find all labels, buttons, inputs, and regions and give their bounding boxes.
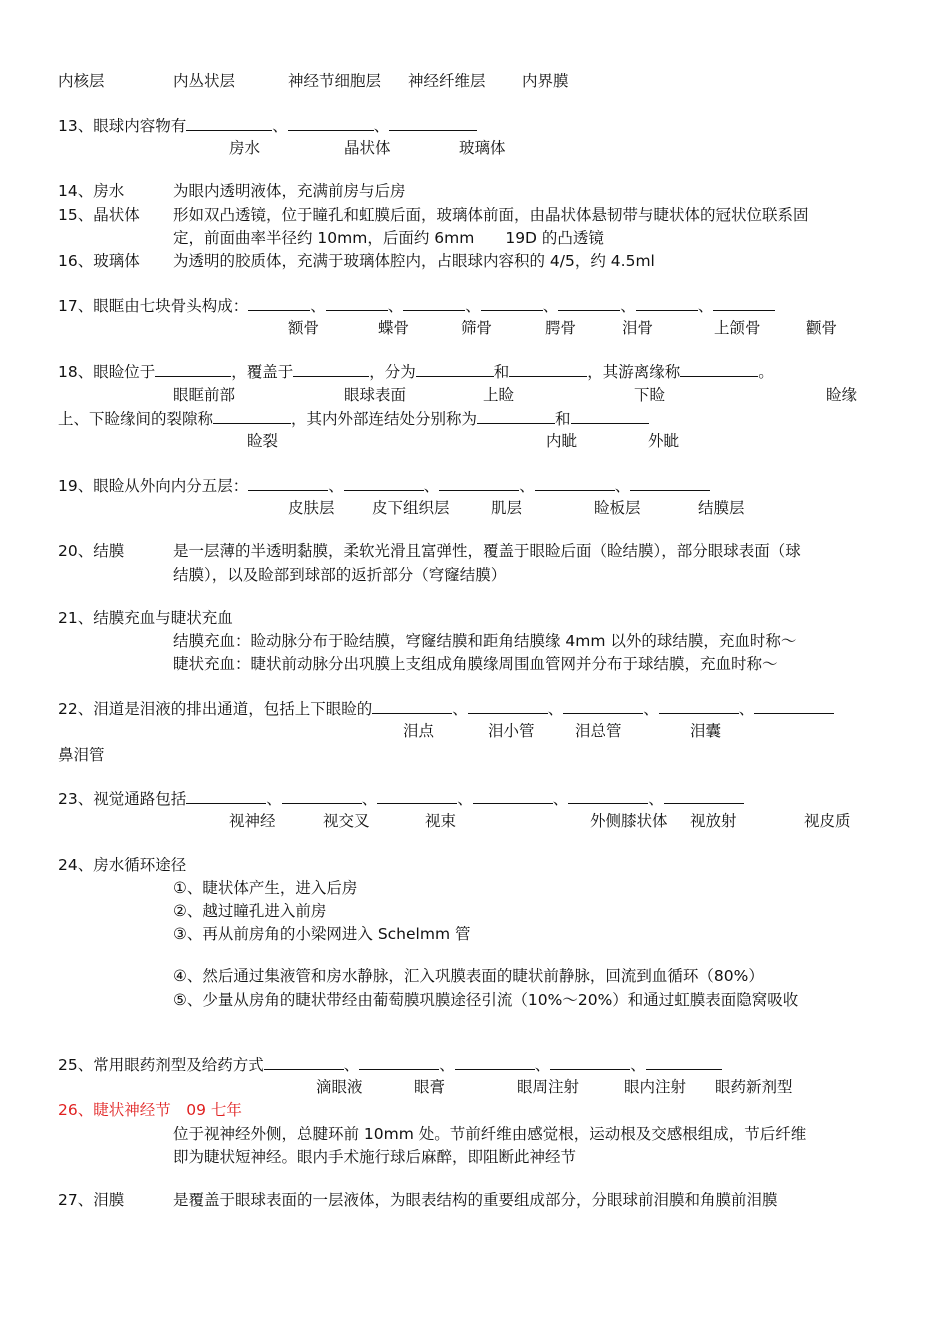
text-nerve-fiber-layer: 神经纤维层 [408,72,486,90]
q13-answer: 玻璃体 [459,139,506,157]
q18-question-line1: 18、眼睑位于 ，覆盖于 ，分为 和 ，其游离缘称 。 [58,360,774,383]
q17-answer: 颧骨 [806,319,838,337]
q22-question: 22、泪道是泪液的排出通道，包括上下眼睑的 、 、 、 、 [58,697,834,720]
q15-definition-line2: 定，前面曲率半径约 10mm，后面约 6mm 19D 的凸透镜 [173,229,604,247]
text-inner-limiting-membrane: 内界膜 [522,72,569,90]
q20-definition-line1: 是一层薄的半透明黏膜，柔软光滑且富弹性，覆盖于眼睑后面（睑结膜），部分眼球表面（球 [173,542,801,560]
q21-ciliary-congestion: 睫状充血：睫状前动脉分出巩膜上支组成角膜缘周围血管网并分布于球结膜，充血时称～ [173,655,778,673]
q15-definition-line1: 形如双凸透镜，位于瞳孔和虹膜后面，玻璃体前面，由晶状体悬韧带与睫状体的冠状位联系固 [173,206,809,224]
q23-answer: 视神经 [229,812,276,830]
q22-answer: 泪总管 [575,722,622,740]
q18-answer: 睑裂 [247,432,279,450]
text-ganglion-cell-layer: 神经节细胞层 [288,72,382,90]
q25-answer: 眼内注射 [624,1078,687,1096]
q22-answer: 泪小管 [488,722,535,740]
q25-answer: 眼周注射 [517,1078,580,1096]
q19-answer: 皮下组织层 [372,499,450,517]
q20-term: 20、结膜 [58,542,125,560]
q17-answer: 上颌骨 [714,319,761,337]
q23-question: 23、视觉通路包括 、 、 、 、 、 [58,787,744,810]
text-inner-plexiform-layer: 内丛状层 [173,72,236,90]
q23-answer: 视放射 [690,812,737,830]
q27-term: 27、泪膜 [58,1191,125,1209]
q17-question: 17、眼眶由七块骨头构成： 、 、 、 、 、 、 [58,294,775,317]
q26-title: 26、睫状神经节 09 七年 [58,1101,242,1119]
q20-definition-line2: 结膜），以及睑部到球部的返折部分（穹窿结膜） [173,566,507,584]
q18-answer: 外眦 [648,432,680,450]
q19-question: 19、眼睑从外向内分五层： 、 、 、 、 [58,474,710,497]
q24-step: ②、越过瞳孔进入前房 [173,902,327,920]
q19-answer: 睑板层 [594,499,641,517]
q24-step: ①、睫状体产生，进入后房 [173,879,358,897]
q18-answer: 内眦 [546,432,578,450]
q25-answer: 眼膏 [414,1078,446,1096]
q16-definition: 为透明的胶质体，充满于玻璃体腔内，占眼球内容积的 4/5，约 4.5ml [173,252,655,270]
q15-term: 15、晶状体 [58,206,140,224]
q17-answer: 额骨 [288,319,320,337]
q17-answer: 蝶骨 [378,319,410,337]
q24-step: ⑤、少量从房角的睫状带经由葡萄膜巩膜途径引流（10%～20%）和通过虹膜表面隐窝吸收 [173,991,799,1009]
q25-question: 25、常用眼药剂型及给药方式 、 、 、 、 [58,1053,722,1076]
q23-answer: 视交叉 [323,812,370,830]
q23-answer: 外侧膝状体 [590,812,668,830]
q22-answer: 泪囊 [690,722,722,740]
q18-question-line2: 上、下睑缘间的裂隙称 ，其内外部连结处分别称为 和 [58,407,649,430]
q23-answer: 视束 [425,812,457,830]
text-inner-nuclear-layer: 内核层 [58,72,105,90]
q22-answer: 鼻泪管 [58,746,105,764]
q24-step: ③、再从前房角的小梁网进入 Schelmm 管 [173,925,471,943]
q14-definition: 为眼内透明液体，充满前房与后房 [173,182,406,200]
q25-answer: 眼药新剂型 [715,1078,793,1096]
q21-title: 21、结膜充血与睫状充血 [58,609,233,627]
q18-answer: 眼球表面 [344,386,407,404]
q13-answer: 房水 [229,139,261,157]
q21-conjunctival-congestion: 结膜充血：睑动脉分布于睑结膜，穹窿结膜和距角结膜缘 4mm 以外的球结膜，充血时称～ [173,632,797,650]
q26-definition-line1: 位于视神经外侧，总腱环前 10mm 处。节前纤维由感觉根，运动根及交感根组成，节后纤维 [173,1125,807,1143]
q27-definition: 是覆盖于眼球表面的一层液体，为眼表结构的重要组成部分，分眼球前泪膜和角膜前泪膜 [173,1191,778,1209]
q22-answer: 泪点 [403,722,435,740]
q19-answer: 皮肤层 [288,499,335,517]
q17-answer: 筛骨 [461,319,493,337]
q18-answer: 下睑 [634,386,666,404]
q19-answer: 结膜层 [698,499,745,517]
q17-answer: 腭骨 [545,319,577,337]
q18-answer: 上睑 [483,386,515,404]
q13-question: 13、眼球内容物有 、 、 [58,114,477,137]
q24-step: ④、然后通过集液管和房水静脉，汇入巩膜表面的睫状前静脉，回流到血循环（80%） [173,967,764,985]
q25-answer: 滴眼液 [316,1078,363,1096]
q18-answer: 眼眶前部 [173,386,236,404]
q24-title: 24、房水循环途径 [58,856,187,874]
q17-answer: 泪骨 [622,319,654,337]
q16-term: 16、玻璃体 [58,252,140,270]
q14-term: 14、房水 [58,182,125,200]
q26-definition-line2: 即为睫状短神经。眼内手术施行球后麻醉，即阻断此神经节 [173,1148,577,1166]
q23-answer: 视皮质 [804,812,851,830]
q13-answer: 晶状体 [344,139,391,157]
q19-answer: 肌层 [491,499,523,517]
q18-answer: 睑缘 [826,386,858,404]
